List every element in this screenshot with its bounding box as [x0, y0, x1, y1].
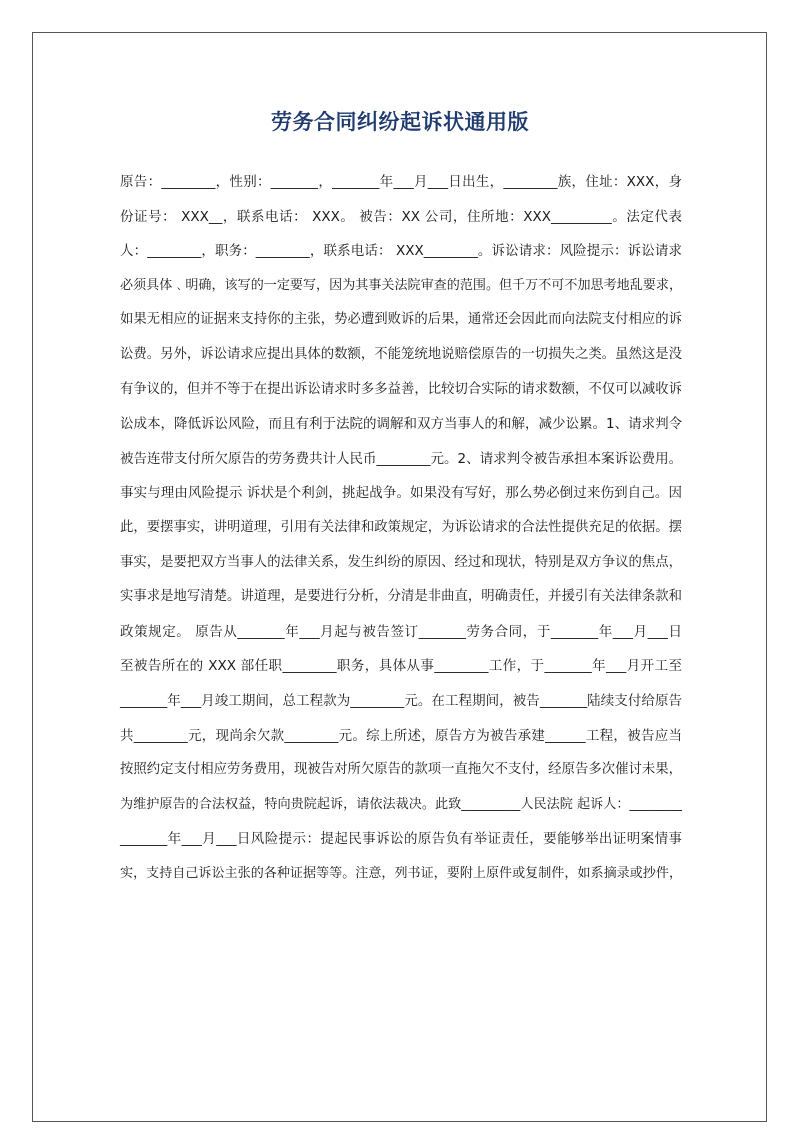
body-line: 原告：________，性别：_______，_______年___月___日出生，________族，住址：XXX，身	[120, 174, 682, 190]
body-line: 讼成本，降低诉讼风险，而且有利于法院的调解和双方当事人的和解，减少讼累。1、请求判令	[120, 416, 683, 433]
body-line: 此，要摆事实，讲明道理，引用有关法律和政策规定，为诉讼请求的合法性提供充足的依据。摆	[120, 519, 682, 535]
body-line: 有争议的，但并不等于在提出诉讼请求时多多益善，比较切合实际的请求数额，不仅可以减收诉	[120, 381, 682, 397]
body-line: 事实，是要把双方当事人的法律关系，发生纠纷的原因、经过和现状，特别是双方争议的焦点，	[120, 554, 682, 570]
body-line: 份证号： XXX__，联系电话： XXX。 被告：XX 公司，住所地：XXX_________。法定代表	[120, 208, 682, 225]
body-line: 人：________，职务：________，联系电话： XXX________。诉讼请求：风险提示：诉讼请求	[120, 243, 682, 260]
document-title: 劳务合同纠纷起诉状通用版	[271, 110, 529, 134]
body-line: 至被告所在的 XXX 部任职________职务，具体从事________工作，于_______年___月开工至	[120, 658, 682, 675]
body-line: 被告连带支付所欠原告的劳务费共计人民币________元。2、请求判令被告承担本案诉讼费用。	[120, 450, 683, 467]
body-line: _______年___月竣工期间，总工程款为________元。在工程期间，被告_______陆续支付给原告	[120, 692, 682, 709]
body-line: 为维护原告的合法权益，特向贵院起诉，请依法裁决。此致_________人民法院 起诉人：________	[120, 796, 682, 812]
body-line: 实事求是地写清楚。讲道理，是要进行分析，分清是非曲直，明确责任，并援引有关法律条款和	[120, 589, 682, 605]
body-line: 实，支持自己诉讼主张的各种证据等等。注意，列书证，要附上原件或复制件，如系摘录或抄件，	[120, 865, 682, 881]
body-line: _______年___月___日风险提示：提起民事诉讼的原告负有举证责任，要能够举出证明案情事	[120, 831, 682, 848]
body-line: 按照约定支付相应劳务费用，现被告对所欠原告的款项一直拖欠不支付，经原告多次催讨未果，	[120, 762, 682, 778]
body-line: 政策规定。 原告从_______年___月起与被告签订_______劳务合同，于_______年___月___日	[120, 623, 682, 640]
body-line: 讼费。另外，诉讼请求应提出具体的数额，不能笼统地说赔偿原告的一切损失之类。虽然这是没	[120, 346, 682, 362]
document-body	[120, 168, 682, 894]
body-line: 必须具体﹑明确，该写的一定要写，因为其事关法院审查的范围。但千万不可不加思考地乱要求，	[120, 277, 682, 293]
body-line: 事实与理由风险提示 诉状是个利剑，挑起战争。如果没有写好，那么势必倒过来伤到自己。因	[120, 485, 682, 502]
body-line: 共________元，现尚余欠款________元。综上所述，原告方为被告承建______工程，被告应当	[120, 727, 682, 744]
body-line: 如果无相应的证据来支持你的主张，势必遭到败诉的后果，通常还会因此而向法院支付相应的诉	[120, 312, 682, 328]
